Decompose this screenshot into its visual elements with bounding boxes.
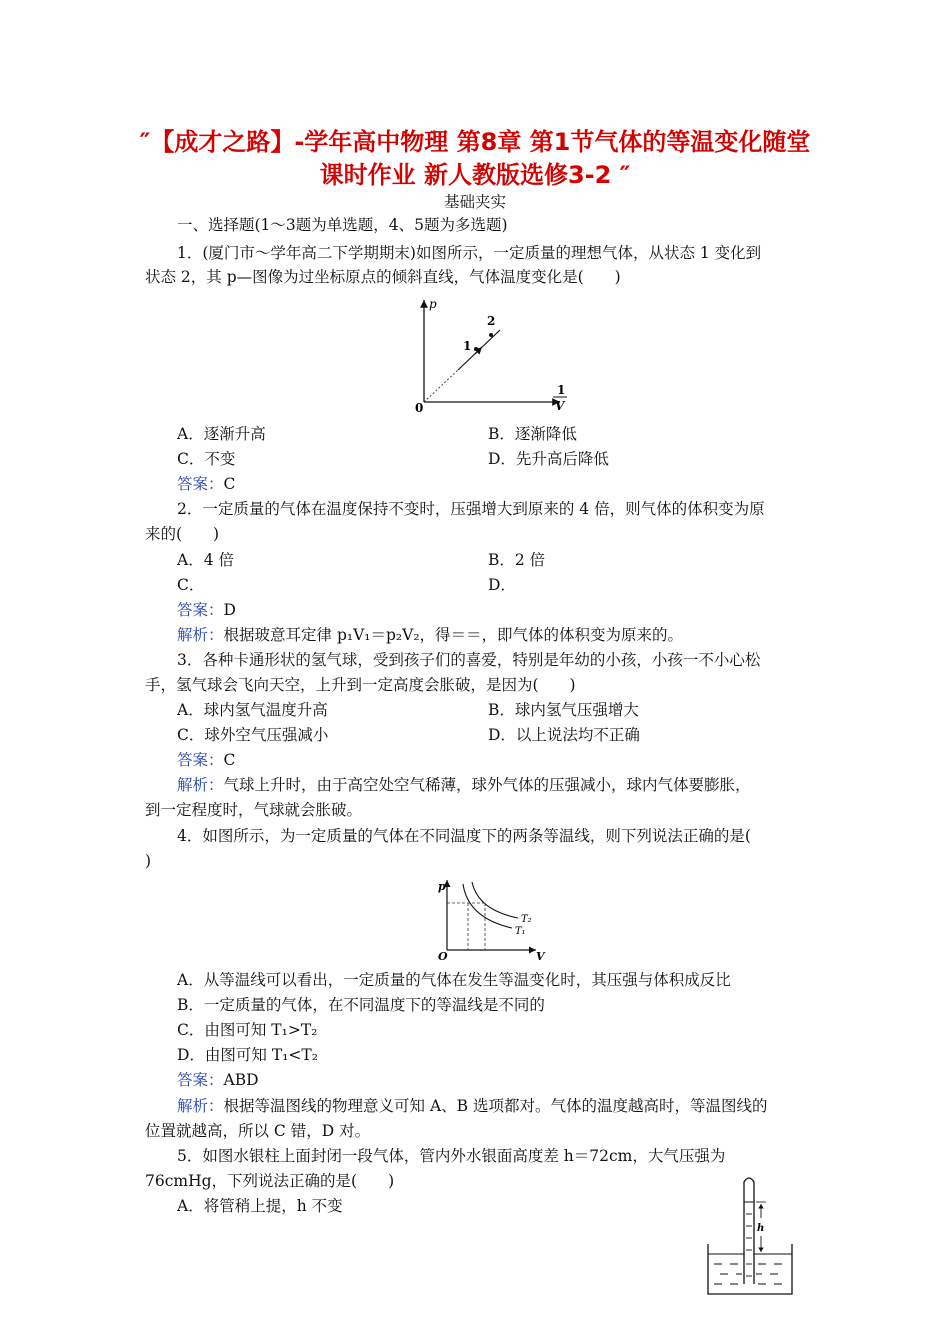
analysis-label: 解析： [177, 1097, 224, 1115]
q4-analysis-text1: 根据等温图线的物理意义可知 A、B 选项都对。气体的温度越高时，等温图线的 [223, 1097, 768, 1115]
q5-figure [700, 1172, 800, 1298]
q2-answer-value: D [223, 601, 236, 619]
q2-option-c: C． [177, 576, 205, 594]
q3-option-d: D．以上说法均不正确 [488, 726, 640, 744]
answer-label: 答案： [177, 751, 224, 769]
q1-extrapolation-dash [424, 370, 458, 402]
answer-label: 答案： [177, 601, 224, 619]
q1-origin-label: 0 [415, 401, 424, 415]
q1-point-2 [489, 333, 493, 337]
q2-text-line2: 来的( ) [145, 525, 220, 543]
analysis-label: 解析： [177, 776, 224, 794]
q1-text-line2: 状态 2，其 p—图像为过坐标原点的倾斜直线，气体温度变化是( ) [145, 268, 621, 286]
q2-analysis-text: 根据玻意耳定律 p₁V₁＝p₂V₂，得＝＝，即气体的体积变为原来的。 [223, 626, 684, 644]
q4-analysis-line2: 位置就越高，所以 C 错，D 对。 [145, 1122, 371, 1140]
q3-analysis-text1: 气球上升时，由于高空处空气稀薄，球外气体的压强减小，球内气体要膨胀， [223, 776, 751, 794]
q3-option-c: C．球外空气压强减小 [177, 726, 329, 744]
q2-analysis [177, 624, 683, 646]
q5-text-line2: 76cmHg，下列说法正确的是( ) [145, 1172, 395, 1190]
answer-label: 答案： [177, 475, 224, 493]
q1-point-2-label: 2 [487, 314, 496, 328]
q1-option-d: D．先升高后降低 [488, 450, 609, 468]
q4-option-b: B．一定质量的气体，在不同温度下的等温线是不同的 [177, 996, 545, 1014]
q1-x-axis-num: 1 [557, 383, 566, 397]
q1-answer-value: C [223, 475, 236, 493]
q4-figure [432, 876, 552, 962]
q2-option-a: A．4 倍 [177, 551, 234, 569]
doc-title-line2: 课时作业 新人教版选修3-2 ″ [319, 161, 631, 189]
q4-option-c: C．由图可知 T₁>T₂ [177, 1021, 318, 1039]
q1-x-axis-den: V [555, 399, 565, 413]
section-heading: 基础夹实 [443, 193, 506, 211]
q3-text-line2: 手，氢气球会飞向天空，上升到一定高度会胀破，是因为( ) [145, 676, 576, 694]
q4-analysis-line1 [177, 1095, 767, 1117]
q5-option-a: A．将管稍上提，h 不变 [177, 1197, 343, 1215]
q4-answer-value: ABD [223, 1071, 259, 1089]
q1-option-b: B．逐渐降低 [488, 425, 577, 443]
doc-title-line1: ″【成才之路】-学年高中物理 第8章 第1节气体的等温变化随堂 [139, 128, 811, 156]
q2-answer [177, 599, 236, 621]
q1-figure [405, 292, 585, 416]
q2-option-b: B．2 倍 [488, 551, 546, 569]
q1-answer [177, 473, 235, 495]
q4-option-d: D．由图可知 T₁<T₂ [177, 1046, 318, 1064]
q1-point-1-label: 1 [463, 339, 472, 353]
q3-answer-value: C [223, 751, 236, 769]
q3-answer [177, 749, 235, 771]
q4-answer [177, 1069, 259, 1091]
analysis-label: 解析： [177, 626, 224, 644]
q4-t2-label: T₂ [521, 914, 532, 925]
q4-text-line2: ) [145, 852, 152, 870]
q3-option-a: A．球内氢气温度升高 [177, 701, 328, 719]
q1-point-1 [474, 347, 478, 351]
q3-option-b: B．球内氢气压强增大 [488, 701, 639, 719]
q4-text-line1: 4．如图所示，为一定质量的气体在不同温度下的两条等温线，则下列说法正确的是( [177, 827, 751, 845]
q2-text-line1: 2．一定质量的气体在温度保持不变时，压强增大到原来的 4 倍，则气体的体积变为原 [177, 500, 765, 518]
q5-text-line1: 5．如图水银柱上面封闭一段气体，管内外水银面高度差 h＝72cm，大气压强为 [177, 1147, 726, 1165]
q1-y-axis-label: p [429, 297, 437, 311]
q3-text-line1: 3．各种卡通形状的氢气球，受到孩子们的喜爱，特别是年幼的小孩，小孩一不小心松 [177, 651, 761, 669]
q1-text-line1: 1．(厦门市～学年高二下学期期末)如图所示，一定质量的理想气体，从状态 1 变化到 [177, 244, 762, 262]
q4-origin-label: O [438, 950, 448, 962]
q4-y-axis-label: p [438, 880, 446, 893]
q2-option-d: D． [488, 576, 516, 594]
q4-t1-label: T₁ [515, 926, 526, 937]
q1-option-c: C．不变 [177, 450, 236, 468]
q1-option-a: A．逐渐升高 [177, 425, 266, 443]
q4-option-a: A．从等温线可以看出，一定质量的气体在发生等温变化时，其压强与体积成反比 [177, 971, 731, 989]
q4-x-axis-label: V [536, 950, 545, 962]
part-heading: 一、选择题(1～3题为单选题，4、5题为多选题) [177, 216, 508, 234]
answer-label: 答案： [177, 1071, 224, 1089]
q3-analysis-line1 [177, 774, 751, 796]
q5-h-label: h [757, 1223, 765, 1234]
q3-analysis-line2: 到一定程度时，气球就会胀破。 [145, 801, 363, 819]
